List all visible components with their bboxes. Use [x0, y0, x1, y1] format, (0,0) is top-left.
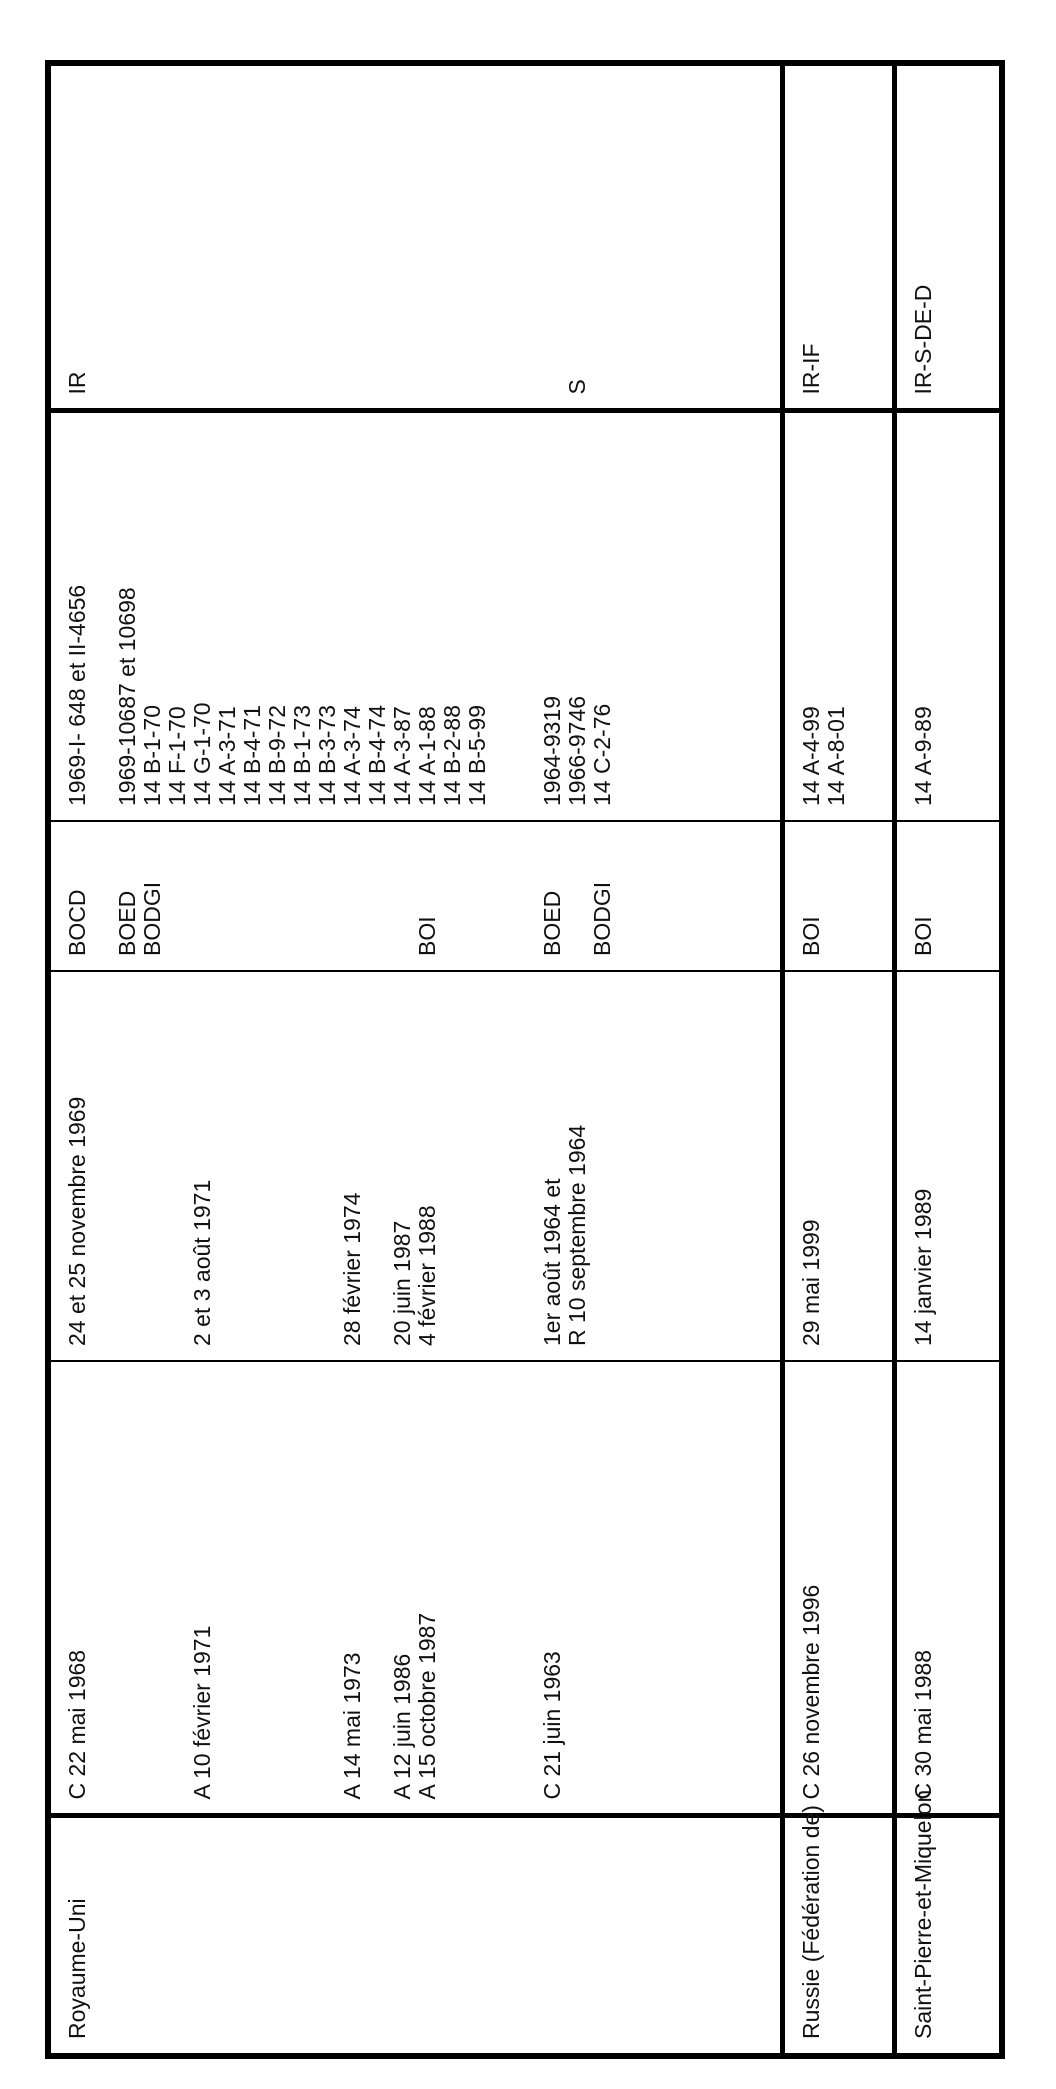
cell-line: 1er août 1964 et [539, 1178, 565, 1346]
country-name: Russie (Fédération de) [798, 1805, 825, 2039]
cell-line [340, 836, 365, 956]
publication-cell [783, 821, 895, 971]
cell-line: 14 B-2-88 [439, 704, 465, 806]
cell-line [365, 1376, 390, 1800]
cell-line: 4 février 1988 [414, 1205, 440, 1346]
cell-line: 20 juin 1987 [389, 1220, 415, 1346]
cell-line [265, 80, 290, 395]
cell-line: A 10 février 1971 [189, 1625, 215, 1800]
cell-line: R 10 septembre 1964 [564, 1124, 590, 1346]
cell-line [140, 1376, 165, 1800]
entry-into-force-cell [783, 971, 895, 1361]
publication-cell [48, 821, 783, 971]
cell-line: 1969-I- 648 et II-4656 [64, 584, 90, 806]
cell-line [490, 428, 515, 807]
cell-line [490, 836, 515, 956]
cell-line [290, 80, 315, 395]
cell-line: 14 janvier 1989 [909, 1188, 936, 1346]
cell-line [415, 80, 440, 395]
reference-cell [48, 411, 783, 821]
cell-line [390, 836, 415, 956]
cell-line: 28 février 1974 [339, 1192, 365, 1346]
country-cell [48, 1816, 783, 2056]
cell-line [90, 1376, 115, 1800]
cell-line: BOI [798, 916, 825, 956]
cell-line [490, 80, 515, 395]
cell-line [490, 1376, 515, 1800]
cell-line [165, 1376, 190, 1800]
cell-line: 14 A-3-71 [214, 706, 240, 806]
cell-line [240, 986, 265, 1346]
cell-line: 2 et 3 août 1971 [189, 1179, 215, 1346]
cell-line [165, 836, 190, 956]
cell-line [265, 986, 290, 1346]
cell-line: IR [64, 371, 90, 395]
cell-line [165, 986, 190, 1346]
cell-line: C 21 juin 1963 [539, 1651, 565, 1800]
cell-line [115, 80, 140, 395]
country-name: Saint-Pierre-et-Miquelon [909, 1789, 936, 2039]
cell-line [440, 836, 465, 956]
cell-line: 14 B-4-71 [239, 704, 265, 806]
cell-line [290, 836, 315, 956]
cell-line: BODGI [589, 881, 615, 956]
cell-line [315, 986, 340, 1346]
country-cell [783, 1805, 895, 2056]
cell-line [515, 80, 540, 395]
cell-line: 14 B-1-70 [139, 704, 165, 806]
cell-line: 14 A-3-87 [389, 706, 415, 806]
taxes-cell [894, 63, 1002, 411]
cell-line [90, 836, 115, 956]
cell-line: BOI [414, 916, 440, 956]
publication-cell [894, 821, 1002, 971]
cell-line: 14 A-4-99 [798, 706, 825, 806]
cell-line: S [564, 379, 590, 395]
table-row [783, 63, 895, 2056]
cell-line [115, 1376, 140, 1800]
cell-line: 1966-9746 [564, 696, 590, 806]
cell-line: C 30 mai 1988 [909, 1649, 936, 1800]
cell-line [490, 986, 515, 1346]
cell-line [265, 836, 290, 956]
cell-line [240, 1376, 265, 1800]
cell-line: BOI [909, 916, 936, 956]
cell-line: 14 B-4-74 [364, 704, 390, 806]
cell-line [140, 986, 165, 1346]
cell-line: BOED [114, 890, 140, 956]
cell-line: 1969-10687 et 10698 [114, 587, 140, 806]
cell-line [265, 1376, 290, 1800]
cell-line [190, 836, 215, 956]
cell-line [440, 986, 465, 1346]
cell-line [465, 80, 490, 395]
cell-line [315, 80, 340, 395]
cell-line [315, 836, 340, 956]
cell-line: 24 et 25 novembre 1969 [64, 1096, 90, 1346]
cell-line [515, 1376, 540, 1800]
cell-line: 14 B-1-73 [289, 704, 315, 806]
cell-line [90, 80, 115, 395]
cell-line: 14 B-5-99 [464, 704, 490, 806]
cell-line [515, 986, 540, 1346]
cell-line [440, 1376, 465, 1800]
cell-line: 14 C-2-76 [589, 703, 615, 806]
cell-line: A 12 juin 1986 [389, 1653, 415, 1800]
table-row [894, 63, 1002, 2056]
cell-line [215, 80, 240, 395]
table-row [48, 63, 783, 2056]
taxes-cell [48, 63, 783, 411]
cell-line [515, 428, 540, 807]
cell-line [240, 80, 265, 395]
signature-cell [783, 1361, 895, 1816]
cell-line [215, 836, 240, 956]
cell-line [390, 80, 415, 395]
cell-line [90, 428, 115, 807]
cell-line: BOCD [64, 889, 90, 956]
signature-cell [894, 1361, 1002, 1816]
cell-line [215, 986, 240, 1346]
cell-line [140, 80, 165, 395]
cell-line [290, 986, 315, 1346]
cell-line: C 26 novembre 1996 [798, 1584, 825, 1800]
cell-line: IR-S-DE-D [909, 284, 936, 395]
cell-line: BODGI [139, 881, 165, 956]
signature-cell [48, 1361, 783, 1816]
country-cell [894, 1789, 1002, 2056]
cell-line [565, 836, 590, 956]
cell-line [115, 986, 140, 1346]
cell-line [240, 836, 265, 956]
cell-line [90, 986, 115, 1346]
taxes-cell [783, 63, 895, 411]
cell-line: A 14 mai 1973 [339, 1652, 365, 1800]
country-name: Royaume-Uni [64, 1898, 90, 2039]
cell-line [165, 80, 190, 395]
cell-line: 29 mai 1999 [798, 1219, 825, 1346]
cell-line [440, 80, 465, 395]
cell-line [465, 1376, 490, 1800]
cell-line: 14 G-1-70 [189, 702, 215, 806]
entry-into-force-cell [48, 971, 783, 1361]
cell-line [315, 1376, 340, 1800]
cell-line: 14 A-1-88 [414, 706, 440, 806]
cell-line: 14 B-3-73 [314, 704, 340, 806]
cell-line [215, 1376, 240, 1800]
cell-line [465, 986, 490, 1346]
cell-line: 1964-9319 [539, 696, 565, 806]
convention-table [45, 60, 1005, 2059]
cell-line [290, 1376, 315, 1800]
cell-line: A 15 octobre 1987 [414, 1612, 440, 1800]
cell-line: BOED [539, 890, 565, 956]
cell-line [540, 80, 565, 395]
cell-line [515, 836, 540, 956]
cell-line [365, 836, 390, 956]
cell-line: 14 A-8-01 [823, 706, 850, 806]
cell-line [365, 986, 390, 1346]
reference-cell [894, 411, 1002, 821]
cell-line [365, 80, 390, 395]
cell-line [465, 836, 490, 956]
cell-line: 14 B-9-72 [264, 704, 290, 806]
table-body [48, 63, 1002, 2056]
cell-line: 14 F-1-70 [164, 706, 190, 806]
cell-line: 14 A-9-89 [909, 706, 936, 806]
cell-line: C 22 mai 1968 [64, 1649, 90, 1800]
entry-into-force-cell [894, 971, 1002, 1361]
reference-cell [783, 411, 895, 821]
cell-line [190, 80, 215, 395]
cell-line: IR-IF [798, 343, 825, 395]
cell-line [340, 80, 365, 395]
cell-line: 14 A-3-74 [339, 706, 365, 806]
